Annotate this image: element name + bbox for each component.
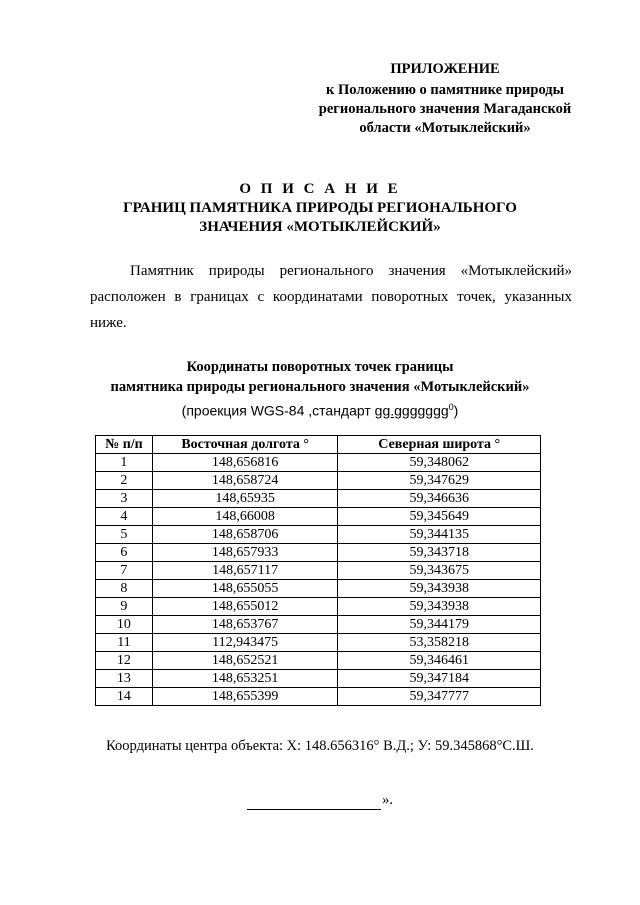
closing-tail: ». xyxy=(382,792,393,808)
row-latitude: 59,344135 xyxy=(338,526,541,544)
projection-degree-sup: 0 xyxy=(448,402,454,412)
appendix-line-2: регионального значения Магаданской xyxy=(318,101,572,117)
row-longitude: 148,653767 xyxy=(152,616,338,634)
table-row xyxy=(96,562,541,580)
center-coordinates: Координаты центра объекта: Х: 148.656316° В.Д.; У: 59.345868°С.Ш. xyxy=(106,738,534,754)
row-number: 3 xyxy=(96,490,153,508)
row-number: 8 xyxy=(96,580,153,598)
row-latitude: 53,358218 xyxy=(338,634,541,652)
row-longitude: 112,943475 xyxy=(152,634,338,652)
header-longitude: Восточная долгота ° xyxy=(152,436,338,454)
table-row xyxy=(96,598,541,616)
row-number: 5 xyxy=(96,526,153,544)
row-number: 13 xyxy=(96,670,153,688)
row-number: 2 xyxy=(96,472,153,490)
row-latitude: 59,347184 xyxy=(338,670,541,688)
row-latitude: 59,346461 xyxy=(338,652,541,670)
table-caption xyxy=(0,357,640,421)
header-number: № п/п xyxy=(96,436,153,454)
heading-line-1: ГРАНИЦ ПАМЯТНИКА ПРИРОДЫ РЕГИОНАЛЬНОГО xyxy=(123,200,517,216)
row-longitude: 148,652521 xyxy=(152,652,338,670)
row-latitude: 59,344179 xyxy=(338,616,541,634)
row-latitude: 59,343938 xyxy=(338,598,541,616)
table-row xyxy=(96,544,541,562)
appendix-line-3: области «Мотыклейский» xyxy=(359,120,531,136)
closing-line xyxy=(0,790,640,810)
row-number: 12 xyxy=(96,652,153,670)
row-latitude: 59,348062 xyxy=(338,454,541,472)
table-row xyxy=(96,670,541,688)
table-row xyxy=(96,526,541,544)
table-row xyxy=(96,688,541,706)
table-row xyxy=(96,454,541,472)
row-latitude: 59,347777 xyxy=(338,688,541,706)
row-longitude: 148,66008 xyxy=(152,508,338,526)
coordinates-table xyxy=(95,435,541,706)
table-caption-line-1: Координаты поворотных точек границы xyxy=(186,359,454,375)
row-number: 14 xyxy=(96,688,153,706)
row-number: 1 xyxy=(96,454,153,472)
row-latitude: 59,343718 xyxy=(338,544,541,562)
row-longitude: 148,656816 xyxy=(152,454,338,472)
row-number: 11 xyxy=(96,634,153,652)
appendix-line-1: к Положению о памятнике природы xyxy=(326,82,564,98)
header-latitude: Северная широта ° xyxy=(338,436,541,454)
row-longitude: 148,657933 xyxy=(152,544,338,562)
projection-format: gg.ggggggg xyxy=(374,402,449,419)
row-longitude: 148,658706 xyxy=(152,526,338,544)
table-row xyxy=(96,580,541,598)
row-longitude: 148,655399 xyxy=(152,688,338,706)
row-latitude: 59,345649 xyxy=(338,508,541,526)
row-longitude: 148,653251 xyxy=(152,670,338,688)
row-longitude: 148,657117 xyxy=(152,562,338,580)
row-number: 6 xyxy=(96,544,153,562)
row-number: 9 xyxy=(96,598,153,616)
row-number: 4 xyxy=(96,508,153,526)
projection-note xyxy=(0,397,640,421)
table-row xyxy=(96,634,541,652)
projection-prefix: (проекция WGS-84 ,стандарт xyxy=(181,402,375,419)
projection-suffix: ) xyxy=(453,402,459,419)
appendix-block xyxy=(300,60,590,138)
row-number: 7 xyxy=(96,562,153,580)
row-longitude: 148,655055 xyxy=(152,580,338,598)
signature-underline xyxy=(247,795,381,810)
table-row xyxy=(96,490,541,508)
row-latitude: 59,343675 xyxy=(338,562,541,580)
row-latitude: 59,346636 xyxy=(338,490,541,508)
row-latitude: 59,347629 xyxy=(338,472,541,490)
table-row xyxy=(96,508,541,526)
document-heading xyxy=(0,180,640,237)
row-number: 10 xyxy=(96,616,153,634)
table-row xyxy=(96,652,541,670)
row-longitude: 148,65935 xyxy=(152,490,338,508)
table-caption-line-2: памятника природы регионального значения «Мотыклейский» xyxy=(110,379,530,395)
table-row xyxy=(96,472,541,490)
heading-line-2: ЗНАЧЕНИЯ «МОТЫКЛЕЙСКИЙ» xyxy=(199,219,441,235)
table-row xyxy=(96,616,541,634)
heading-description-word: О П И С А Н И Е xyxy=(239,181,401,197)
row-latitude: 59,343938 xyxy=(338,580,541,598)
appendix-title: ПРИЛОЖЕНИЕ xyxy=(390,61,500,77)
table-header-row xyxy=(96,436,541,454)
row-longitude: 148,658724 xyxy=(152,472,338,490)
row-longitude: 148,655012 xyxy=(152,598,338,616)
intro-paragraph: Памятник природы регионального значения «Мотыклейский» расположен в границах с координатами поворотных точек, указанных ниже. xyxy=(90,263,572,331)
